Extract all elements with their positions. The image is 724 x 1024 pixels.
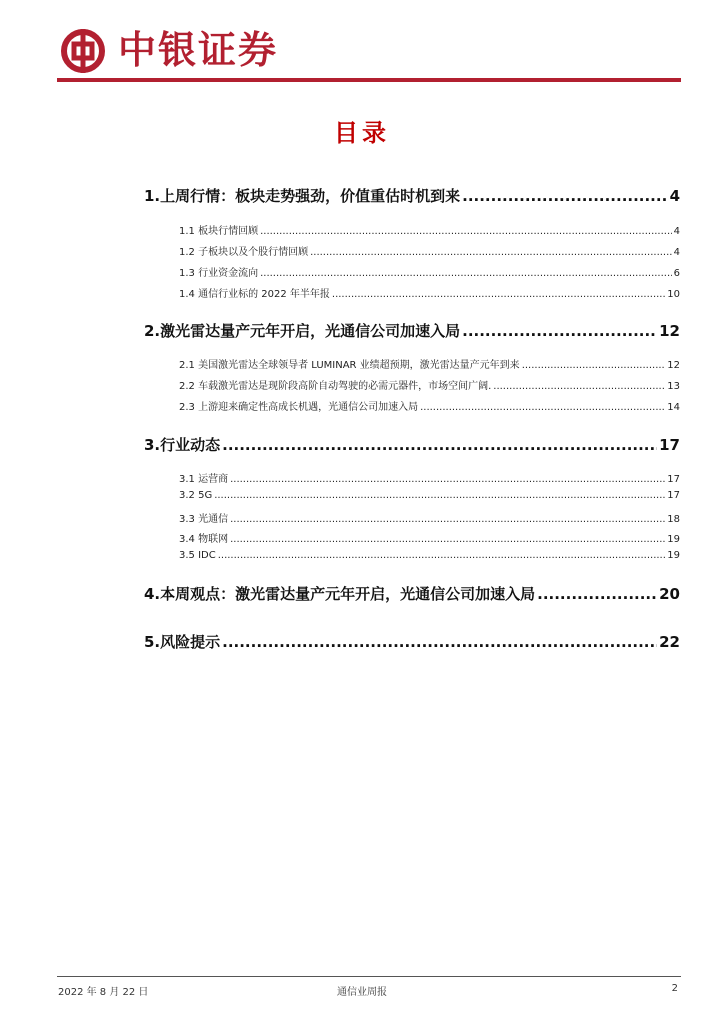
- leader-dots: [537, 585, 657, 603]
- toc-page-number: 12: [667, 360, 680, 371]
- footer-divider: [57, 976, 681, 977]
- toc-page-number: 4: [673, 226, 680, 237]
- footer-report-name: 通信业周报: [337, 987, 387, 998]
- leader-dots: [214, 490, 665, 501]
- toc-item-label: 1.3 行业资金流向: [179, 268, 259, 279]
- toc-page-number: 19: [667, 534, 680, 545]
- leader-dots: [230, 514, 665, 525]
- toc-page-number: 6: [673, 268, 680, 279]
- toc-item-label: 3.4 物联网: [179, 534, 229, 545]
- toc-item-label: 1.1 板块行情回顾: [179, 226, 259, 237]
- leader-dots: [462, 187, 667, 205]
- toc-section-label: 3.行业动态: [144, 436, 221, 454]
- toc-item-1-2[interactable]: [179, 243, 680, 258]
- toc-page-number: 4: [669, 187, 680, 205]
- toc-item-3-4[interactable]: [179, 530, 680, 545]
- toc-item-label: 2.3 上游迎来确定性高成长机遇，光通信公司加速入局: [179, 402, 419, 413]
- toc-page-number: 17: [667, 490, 680, 501]
- leader-dots: [230, 534, 665, 545]
- toc-item-2-1[interactable]: [179, 356, 680, 371]
- toc-section-label: 4.本周观点：激光雷达量产元年开启，光通信公司加速入局: [144, 585, 536, 603]
- toc-item-3-1[interactable]: [179, 470, 680, 485]
- leader-dots: [222, 436, 657, 454]
- footer-page-number: 2: [671, 983, 678, 994]
- toc-item-label: 3.2 5G: [179, 490, 213, 501]
- toc-item-2-3[interactable]: [179, 398, 680, 413]
- brand-name: 中银证券: [118, 27, 279, 72]
- toc-item-label: 1.4 通信行业标的 2022 年半年报: [179, 289, 330, 300]
- toc-item-2-2[interactable]: [179, 377, 680, 392]
- toc-page-number: 4: [673, 247, 680, 258]
- toc-title: 目录: [334, 119, 390, 147]
- toc-section-2[interactable]: [144, 320, 680, 341]
- toc-item-3-2[interactable]: [179, 490, 680, 501]
- leader-dots: [310, 247, 672, 258]
- leader-dots: [332, 289, 665, 300]
- leader-dots: [218, 550, 666, 561]
- toc-item-1-1[interactable]: [179, 222, 680, 237]
- page-header: [60, 26, 680, 76]
- leader-dots: [222, 633, 657, 651]
- toc-item-label: 2.1 美国激光雷达全球领导者 LUMINAR 业绩超预期，激光雷达量产元年到来: [179, 360, 520, 371]
- toc-item-1-4[interactable]: [179, 285, 680, 300]
- toc-item-label: 2.2 车载激光雷达是现阶段高阶自动驾驶的必需元器件，市场空间广阔.: [179, 381, 492, 392]
- leader-dots: [230, 474, 665, 485]
- toc-section-3[interactable]: [144, 434, 680, 455]
- leader-dots: [420, 402, 665, 413]
- toc-page-number: 10: [667, 289, 680, 300]
- toc-page-number: 14: [667, 402, 680, 413]
- toc-section-label: 2.激光雷达量产元年开启，光通信公司加速入局: [144, 322, 461, 340]
- toc-page-number: 19: [667, 550, 680, 561]
- toc-section-1[interactable]: [144, 185, 680, 206]
- toc-section-label: 1.上周行情：板块走势强劲，价值重估时机到来: [144, 187, 461, 205]
- toc-item-label: 1.2 子板块以及个股行情回顾: [179, 247, 309, 258]
- toc-section-4[interactable]: [144, 583, 680, 604]
- toc-page-number: 17: [667, 474, 680, 485]
- toc-item-3-5[interactable]: [179, 550, 680, 561]
- toc-page-number: 20: [659, 585, 680, 603]
- toc-item-3-3[interactable]: [179, 510, 680, 525]
- bank-of-china-logo-icon: [60, 28, 106, 74]
- toc-page-number: 13: [667, 381, 680, 392]
- toc-item-1-3[interactable]: [179, 264, 680, 279]
- toc-page-number: 17: [659, 436, 680, 454]
- toc-page-number: 18: [667, 514, 680, 525]
- header-divider: [57, 78, 681, 82]
- toc-section-5[interactable]: [144, 631, 680, 652]
- toc-item-label: 3.3 光通信: [179, 514, 229, 525]
- toc-page-number: 22: [659, 633, 680, 651]
- leader-dots: [493, 381, 665, 392]
- leader-dots: [260, 268, 672, 279]
- toc-item-label: 3.5 IDC: [179, 550, 216, 561]
- toc-section-label: 5.风险提示: [144, 633, 221, 651]
- leader-dots: [462, 322, 657, 340]
- toc-page-number: 12: [659, 322, 680, 340]
- leader-dots: [260, 226, 672, 237]
- footer-date: 2022 年 8 月 22 日: [58, 987, 149, 998]
- toc-item-label: 3.1 运营商: [179, 474, 229, 485]
- leader-dots: [522, 360, 666, 371]
